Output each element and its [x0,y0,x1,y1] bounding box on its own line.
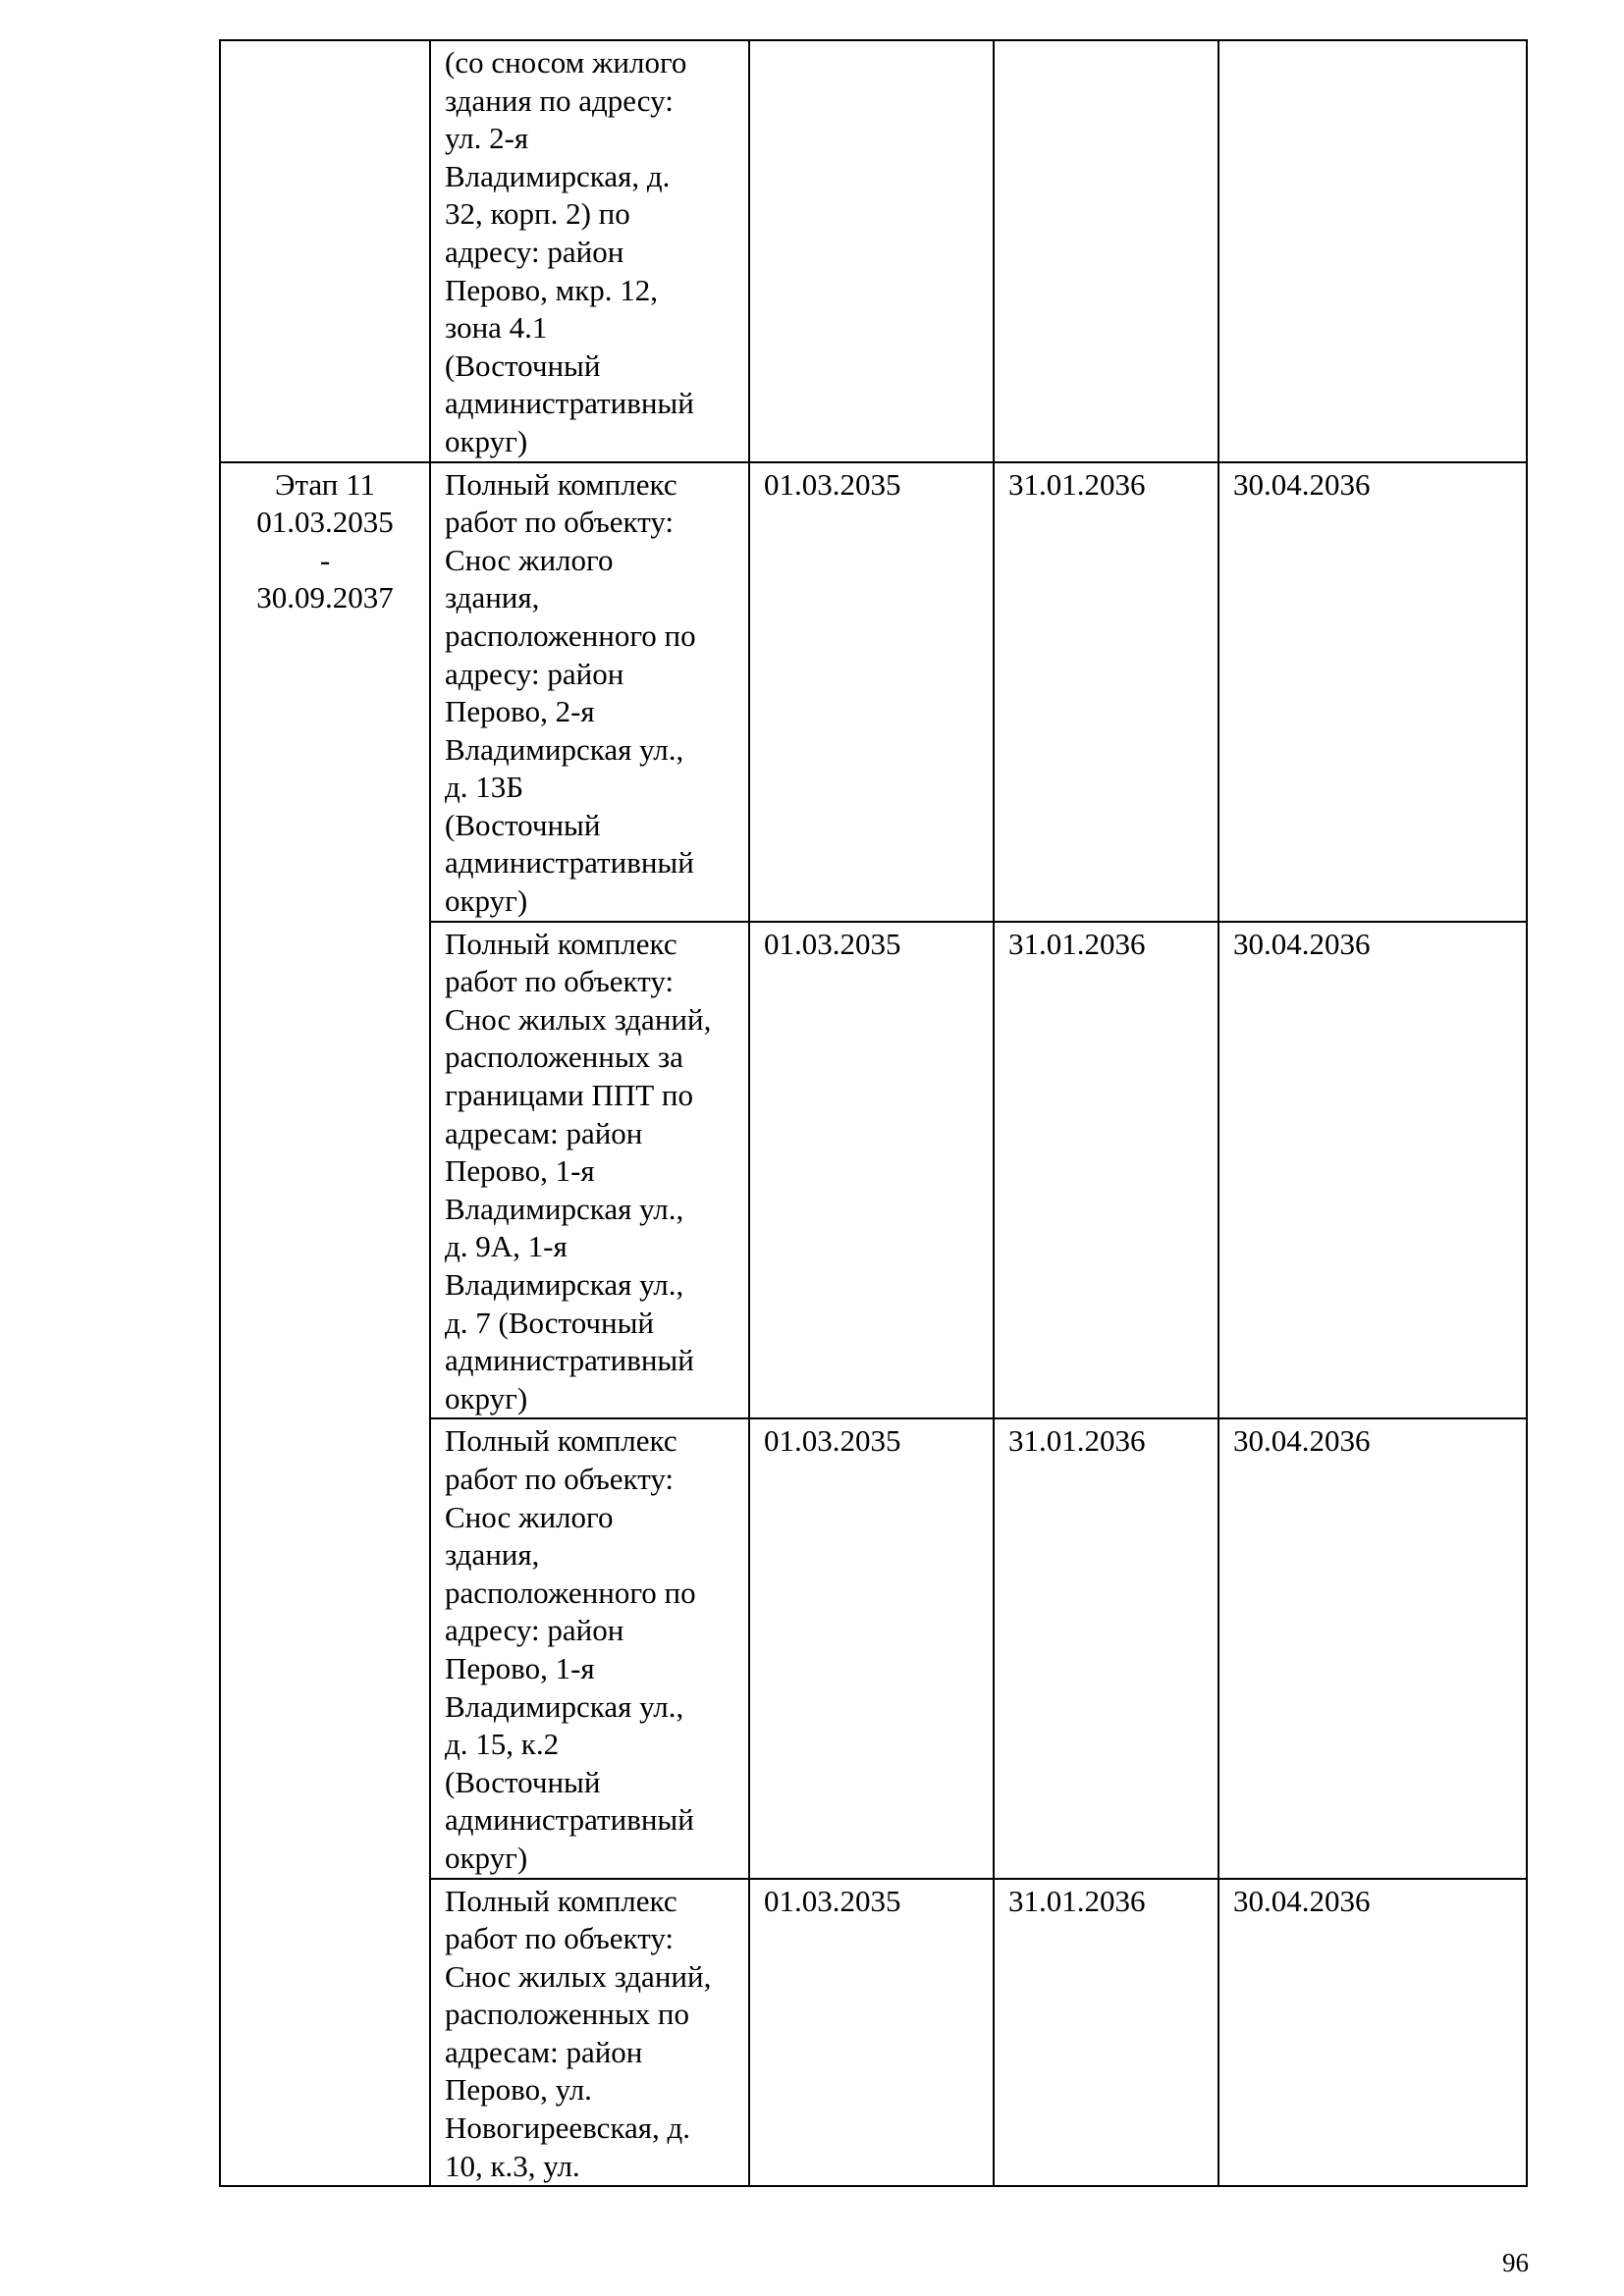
stage-cell-empty [220,40,430,462]
deadline-date-cell: 30.04.2036 [1218,922,1527,1419]
stage-cell [220,462,430,2187]
deadline-date-cell: 30.04.2036 [1218,462,1527,922]
end-date-cell [994,40,1218,462]
end-date-cell: 31.01.2036 [994,462,1218,922]
stage-separator: - [319,542,331,577]
end-date-cell: 31.01.2036 [994,1879,1218,2187]
work-description-cell: Полный комплекс работ по объекту: Снос жилых зданий, расположенных по адресам: район Перово, ул. Новогиреевская, д. 10, к.3, ул. [430,1879,749,2187]
page-number: 96 [1502,2248,1529,2277]
work-description-cell: (со сносом жилого здания по адресу: ул. 2-я Владимирская, д. 32, корп. 2) по адресу: район Перово, мкр. 12, зона 4.1 (Восточный административный округ) [430,40,749,462]
stage-end-date: 30.09.2037 [256,580,394,615]
table-row [220,40,1527,462]
stage-start-date: 01.03.2035 [256,505,394,540]
start-date-cell: 01.03.2035 [749,1418,994,1878]
stage-title: Этап 11 [275,466,375,502]
deadline-date-cell: 30.04.2036 [1218,1418,1527,1878]
work-description-cell: Полный комплекс работ по объекту: Снос жилых зданий, расположенных за границами ППТ по адресам: район Перово, 1-я Владимирская ул., д. 9А, 1-я Владимирская ул., д. 7 (Восточный административный округ) [430,922,749,1419]
end-date-cell: 31.01.2036 [994,922,1218,1419]
deadline-date-cell [1218,40,1527,462]
work-description-cell: Полный комплекс работ по объекту: Снос жилого здания, расположенного по адресу: район Перово, 2-я Владимирская ул., д. 13Б (Восточный административный округ) [430,462,749,922]
start-date-cell: 01.03.2035 [749,922,994,1419]
schedule-table [219,39,1528,2187]
deadline-date-cell: 30.04.2036 [1218,1879,1527,2187]
table-row [220,462,1527,922]
start-date-cell: 01.03.2035 [749,462,994,922]
start-date-cell [749,40,994,462]
work-description-cell: Полный комплекс работ по объекту: Снос жилого здания, расположенного по адресу: район Перово, 1-я Владимирская ул., д. 15, к.2 (Восточный административный округ) [430,1418,749,1878]
end-date-cell: 31.01.2036 [994,1418,1218,1878]
start-date-cell: 01.03.2035 [749,1879,994,2187]
